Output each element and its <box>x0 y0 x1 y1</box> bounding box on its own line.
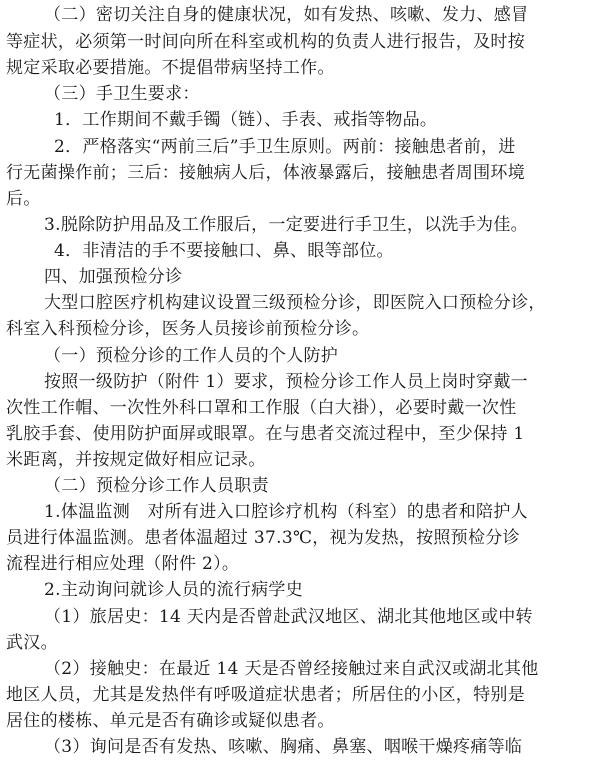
paragraph-line: 居住的楼栋、单元是否有确诊或疑似患者。 <box>6 711 335 731</box>
section-heading: （一）预检分诊的工作人员的个人防护 <box>44 346 339 366</box>
list-item: 1．工作期间不戴手镯（链）、手表、戒指等物品。 <box>54 110 438 130</box>
list-item: 1.体温监测 对所有进入口腔诊疗机构（科室）的患者和陪护人 <box>44 502 528 522</box>
paragraph-line: 武汉。 <box>6 633 58 653</box>
paragraph-line: 流程进行相应处理（附件 2）。 <box>6 554 240 574</box>
paragraph-line: 规定采取必要措施。不提倡带病坚持工作。 <box>6 58 335 78</box>
list-item: （1）旅居史：14 天内是否曾赴武汉地区、湖北其他地区或中转 <box>44 607 533 627</box>
paragraph-line: 等症状，必须第一时间向所在科室或机构的负责人进行报告，及时按 <box>6 32 525 52</box>
section-heading: 四、加强预检分诊 <box>44 267 183 287</box>
paragraph-line: 乳胶手套、使用防护面屏或眼罩。在与患者交流过程中，至少保持 1 <box>6 424 525 444</box>
paragraph-line: 行无菌操作前；三后：接触病人后，体液暴露后，接触患者周围环境 <box>6 163 525 183</box>
paragraph-line: （二）密切关注自身的健康状况，如有发热、咳嗽、发力、感冒 <box>44 5 529 25</box>
list-item: 2．严格落实“两前三后”手卫生原则。两前：接触患者前，进 <box>54 137 516 157</box>
paragraph-line: 地区人员，尤其是发热伴有呼吸道症状患者；所居住的小区，特别是 <box>6 685 525 705</box>
list-item: （3）询问是否有发热、咳嗽、胸痛、鼻塞、咽喉干燥疼痛等临 <box>44 737 523 757</box>
paragraph-line: 大型口腔医疗机构建议设置三级预检分诊，即医院入口预检分诊， <box>44 293 546 313</box>
list-item: 2.主动询问就诊人员的流行病学史 <box>44 580 304 600</box>
list-item: 4．非清洁的手不要接触口、鼻、眼等部位。 <box>54 241 394 261</box>
paragraph-line: 次性工作帽、一次性外科口罩和工作服（白大褂），必要时戴一次性 <box>6 398 517 418</box>
paragraph-line: 员进行体温监测。患者体温超过 37.3℃，视为发热，按照预检分诊 <box>6 528 520 548</box>
paragraph-line: 科室入科预检分诊，医务人员接诊前预检分诊。 <box>6 319 370 339</box>
paragraph-line: 米距离，并按规定做好相应记录。 <box>6 450 266 470</box>
paragraph-line: 按照一级防护（附件 1）要求，预检分诊工作人员上岗时穿戴一 <box>44 372 528 392</box>
paragraph-line: 后。 <box>6 189 41 209</box>
section-heading: （二）预检分诊工作人员职责 <box>44 476 269 496</box>
section-heading: （三）手卫生要求： <box>44 84 200 104</box>
list-item: 3.脱除防护用品及工作服后，一定要进行手卫生，以洗手为佳。 <box>44 215 528 235</box>
list-item: （2）接触史：在最近 14 天是否曾经接触过来自武汉或湖北其他 <box>44 659 539 679</box>
